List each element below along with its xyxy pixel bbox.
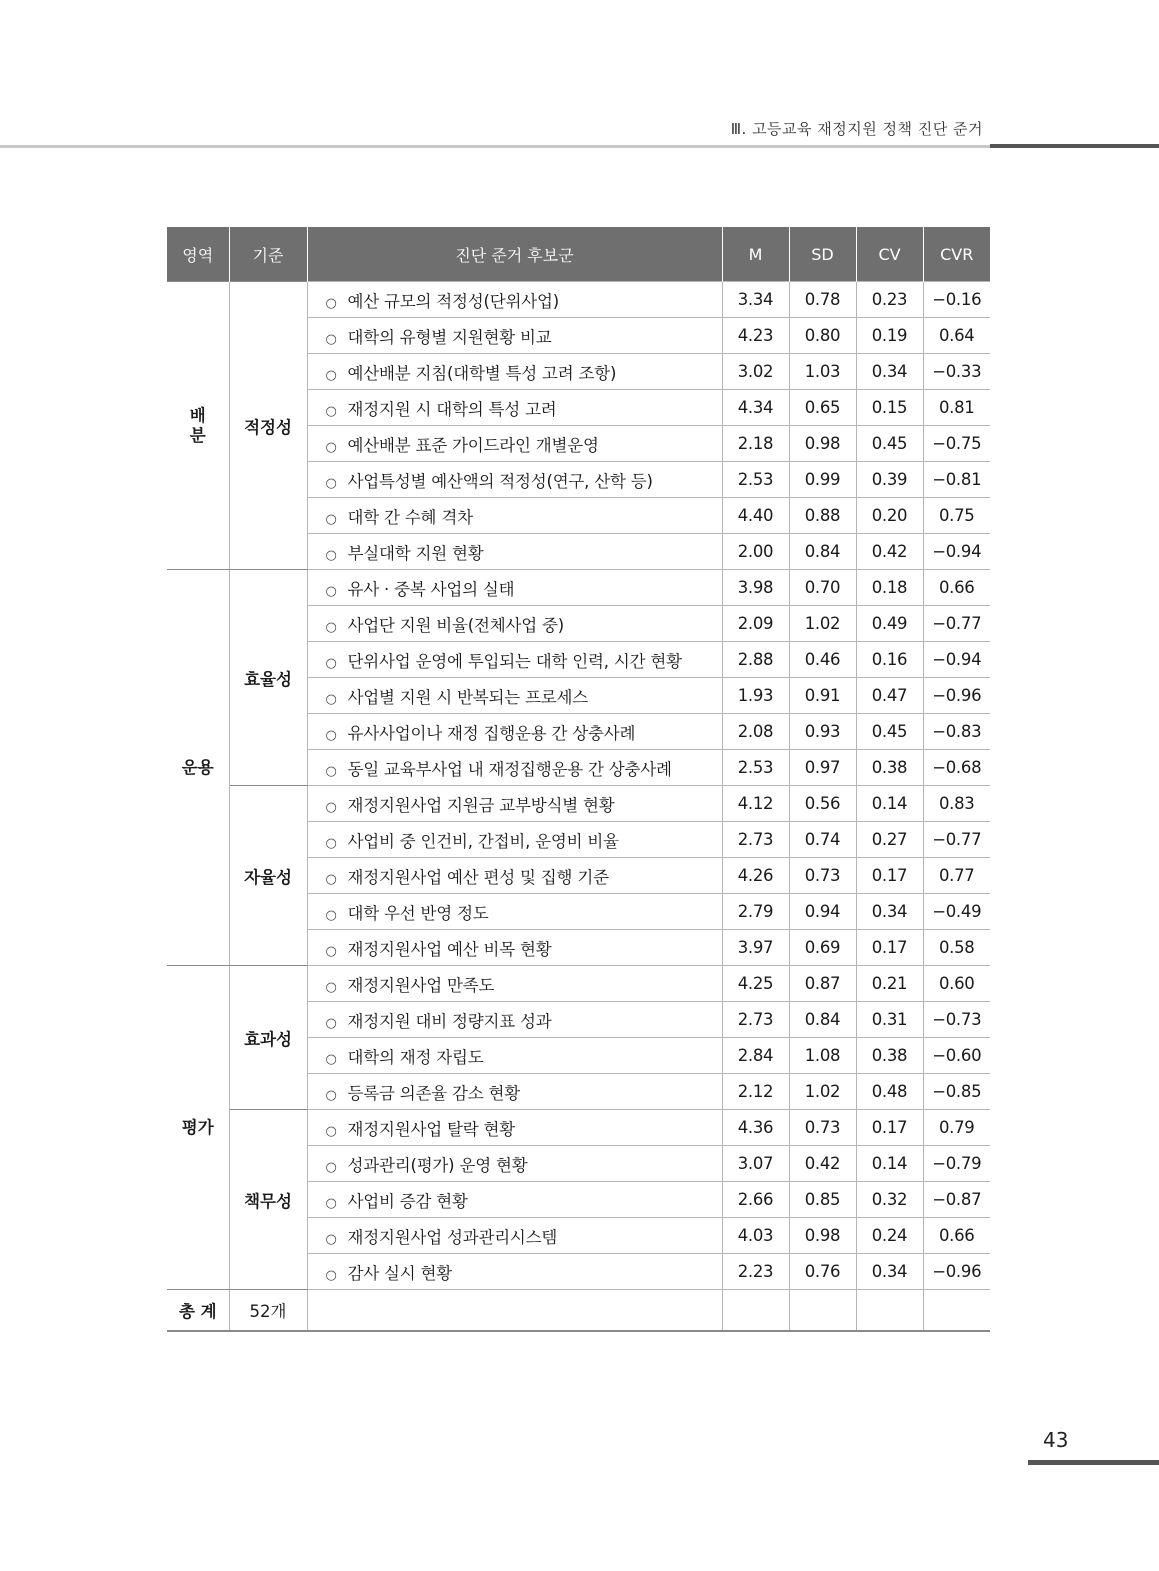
cvr-value-cell: 0.60: [923, 966, 990, 1002]
m-value-cell: 3.02: [722, 354, 789, 390]
sd-value-cell: 0.84: [789, 1002, 856, 1038]
table-row: [167, 786, 990, 822]
candidate-text: 사업단 지원 비율(전체사업 중): [347, 615, 564, 635]
cv-value-cell: 0.39: [856, 462, 923, 498]
candidate-text: 등록금 의존율 감소 현황: [347, 1083, 521, 1103]
candidate-text: 대학 간 수혜 격차: [347, 507, 473, 527]
domain-cell: [167, 570, 229, 966]
running-header: Ⅲ. 고등교육 재정지원 정책 진단 준거: [730, 120, 983, 138]
sd-value-cell: 0.70: [789, 570, 856, 606]
criterion-cell: 책무성: [229, 1110, 307, 1290]
m-value-cell: 3.07: [722, 1146, 789, 1182]
sd-value-cell: 0.94: [789, 894, 856, 930]
bullet-icon: ○: [325, 367, 337, 383]
sd-value-cell: 0.73: [789, 858, 856, 894]
sd-value-cell: 0.88: [789, 498, 856, 534]
candidate-text: 재정지원사업 만족도: [347, 975, 495, 995]
m-value-cell: 4.26: [722, 858, 789, 894]
bullet-icon: ○: [325, 403, 337, 419]
cvr-value-cell: −0.68: [923, 750, 990, 786]
cv-value-cell: 0.17: [856, 1110, 923, 1146]
candidate-cell: [307, 606, 722, 642]
bullet-icon: ○: [325, 1231, 337, 1247]
cv-value-cell: 0.45: [856, 714, 923, 750]
sd-value-cell: 0.87: [789, 966, 856, 1002]
col-candidate-header: 진단 준거 후보군: [307, 227, 722, 282]
candidate-cell: [307, 822, 722, 858]
table-row: [167, 570, 990, 606]
cvr-value-cell: 0.66: [923, 1218, 990, 1254]
candidate-text: 재정지원사업 예산 비목 현황: [347, 939, 552, 959]
page-number: 43: [1043, 1428, 1069, 1452]
cv-value-cell: 0.27: [856, 822, 923, 858]
candidate-cell: [307, 1002, 722, 1038]
bullet-icon: ○: [325, 331, 337, 347]
candidate-cell: [307, 1110, 722, 1146]
candidate-cell: [307, 1218, 722, 1254]
candidate-cell: [307, 534, 722, 570]
candidate-cell: [307, 1254, 722, 1290]
candidate-cell: [307, 426, 722, 462]
candidate-cell: [307, 462, 722, 498]
table-row: [167, 282, 990, 318]
candidate-cell: [307, 318, 722, 354]
page-number-rule: [1028, 1460, 1159, 1465]
candidate-cell: [307, 894, 722, 930]
total-empty-cell: [722, 1290, 789, 1332]
col-m-header: M: [722, 227, 789, 282]
bullet-icon: ○: [325, 475, 337, 491]
candidate-cell: [307, 1074, 722, 1110]
sd-value-cell: 0.73: [789, 1110, 856, 1146]
bullet-icon: ○: [325, 727, 337, 743]
candidate-cell: [307, 930, 722, 966]
domain-cell: [167, 966, 229, 1290]
cv-value-cell: 0.23: [856, 282, 923, 318]
candidate-text: 대학 우선 반영 정도: [347, 903, 489, 923]
cvr-value-cell: 0.66: [923, 570, 990, 606]
m-value-cell: 2.53: [722, 750, 789, 786]
candidate-text: 사업특성별 예산액의 적정성(연구, 산학 등): [347, 471, 653, 491]
bullet-icon: ○: [325, 295, 337, 311]
sd-value-cell: 0.78: [789, 282, 856, 318]
candidate-cell: [307, 858, 722, 894]
m-value-cell: 4.12: [722, 786, 789, 822]
cv-value-cell: 0.45: [856, 426, 923, 462]
m-value-cell: 2.53: [722, 462, 789, 498]
candidate-text: 재정지원사업 성과관리시스템: [347, 1227, 558, 1247]
candidate-text: 예산배분 지침(대학별 특성 고려 조항): [347, 363, 617, 383]
cv-value-cell: 0.19: [856, 318, 923, 354]
cvr-value-cell: 0.58: [923, 930, 990, 966]
bullet-icon: ○: [325, 1195, 337, 1211]
sd-value-cell: 1.02: [789, 1074, 856, 1110]
cv-value-cell: 0.48: [856, 1074, 923, 1110]
bullet-icon: ○: [325, 871, 337, 887]
cv-value-cell: 0.16: [856, 642, 923, 678]
sd-value-cell: 1.08: [789, 1038, 856, 1074]
candidate-cell: [307, 678, 722, 714]
total-empty-cell: [856, 1290, 923, 1332]
diagnostic-criteria-table: [167, 227, 990, 1332]
m-value-cell: 2.12: [722, 1074, 789, 1110]
sd-value-cell: 0.84: [789, 534, 856, 570]
col-cv-header: CV: [856, 227, 923, 282]
candidate-text: 성과관리(평가) 운영 현황: [347, 1155, 528, 1175]
table-row: [167, 966, 990, 1002]
m-value-cell: 4.40: [722, 498, 789, 534]
candidate-text: 동일 교육부사업 내 재정집행운용 간 상충사례: [347, 759, 672, 779]
cv-value-cell: 0.24: [856, 1218, 923, 1254]
sd-value-cell: 0.97: [789, 750, 856, 786]
bullet-icon: ○: [325, 619, 337, 635]
m-value-cell: 3.98: [722, 570, 789, 606]
sd-value-cell: 0.80: [789, 318, 856, 354]
candidate-cell: [307, 570, 722, 606]
table-body: [167, 282, 990, 1332]
cvr-value-cell: −0.77: [923, 606, 990, 642]
bullet-icon: ○: [325, 583, 337, 599]
cvr-value-cell: −0.87: [923, 1182, 990, 1218]
bullet-icon: ○: [325, 907, 337, 923]
candidate-text: 재정지원사업 탈락 현황: [347, 1119, 515, 1139]
cvr-value-cell: 0.75: [923, 498, 990, 534]
m-value-cell: 2.88: [722, 642, 789, 678]
cvr-value-cell: −0.94: [923, 534, 990, 570]
cv-value-cell: 0.42: [856, 534, 923, 570]
cvr-value-cell: −0.73: [923, 1002, 990, 1038]
m-value-cell: 1.93: [722, 678, 789, 714]
criterion-cell: 적정성: [229, 282, 307, 570]
sd-value-cell: 0.65: [789, 390, 856, 426]
sd-value-cell: 0.98: [789, 426, 856, 462]
candidate-text: 예산배분 표준 가이드라인 개별운영: [347, 435, 599, 455]
col-cvr-header: CVR: [923, 227, 990, 282]
candidate-cell: [307, 282, 722, 318]
m-value-cell: 3.97: [722, 930, 789, 966]
cv-value-cell: 0.17: [856, 858, 923, 894]
sd-value-cell: 0.98: [789, 1218, 856, 1254]
domain-cell: [167, 282, 229, 570]
bullet-icon: ○: [325, 691, 337, 707]
cv-value-cell: 0.34: [856, 1254, 923, 1290]
m-value-cell: 2.84: [722, 1038, 789, 1074]
total-count: 52개: [229, 1290, 307, 1332]
sd-value-cell: 0.85: [789, 1182, 856, 1218]
bullet-icon: ○: [325, 799, 337, 815]
domain-label: 운용: [181, 757, 214, 777]
candidate-text: 유사 · 중복 사업의 실태: [347, 579, 515, 599]
bullet-icon: ○: [325, 835, 337, 851]
cvr-value-cell: −0.96: [923, 1254, 990, 1290]
cv-value-cell: 0.18: [856, 570, 923, 606]
cv-value-cell: 0.49: [856, 606, 923, 642]
col-sd-header: SD: [789, 227, 856, 282]
cvr-value-cell: −0.81: [923, 462, 990, 498]
candidate-text: 사업비 중 인건비, 간접비, 운영비 비율: [347, 831, 619, 851]
candidate-cell: [307, 966, 722, 1002]
sd-value-cell: 0.56: [789, 786, 856, 822]
bullet-icon: ○: [325, 1159, 337, 1175]
bullet-icon: ○: [325, 1087, 337, 1103]
criterion-cell: 효과성: [229, 966, 307, 1110]
cvr-value-cell: −0.33: [923, 354, 990, 390]
cvr-value-cell: 0.64: [923, 318, 990, 354]
sd-value-cell: 0.46: [789, 642, 856, 678]
m-value-cell: 3.34: [722, 282, 789, 318]
bullet-icon: ○: [325, 655, 337, 671]
cv-value-cell: 0.21: [856, 966, 923, 1002]
total-empty-cell: [923, 1290, 990, 1332]
bullet-icon: ○: [325, 943, 337, 959]
m-value-cell: 2.66: [722, 1182, 789, 1218]
bullet-icon: ○: [325, 1051, 337, 1067]
bullet-icon: ○: [325, 1015, 337, 1031]
cvr-value-cell: −0.75: [923, 426, 990, 462]
bullet-icon: ○: [325, 763, 337, 779]
table-row: [167, 1110, 990, 1146]
cvr-value-cell: 0.83: [923, 786, 990, 822]
table-header-row: [167, 227, 990, 282]
candidate-text: 유사사업이나 재정 집행운용 간 상충사례: [347, 723, 636, 743]
bullet-icon: ○: [325, 439, 337, 455]
cvr-value-cell: −0.96: [923, 678, 990, 714]
candidate-cell: [307, 750, 722, 786]
sd-value-cell: 0.76: [789, 1254, 856, 1290]
cvr-value-cell: −0.79: [923, 1146, 990, 1182]
cv-value-cell: 0.15: [856, 390, 923, 426]
cvr-value-cell: −0.77: [923, 822, 990, 858]
candidate-cell: [307, 390, 722, 426]
m-value-cell: 2.79: [722, 894, 789, 930]
domain-label: 평가: [181, 1117, 214, 1137]
sd-value-cell: 0.93: [789, 714, 856, 750]
cvr-value-cell: −0.16: [923, 282, 990, 318]
sd-value-cell: 1.02: [789, 606, 856, 642]
bullet-icon: ○: [325, 1123, 337, 1139]
bullet-icon: ○: [325, 547, 337, 563]
total-empty-cell: [789, 1290, 856, 1332]
candidate-text: 부실대학 지원 현황: [347, 543, 484, 563]
m-value-cell: 4.34: [722, 390, 789, 426]
sd-value-cell: 0.42: [789, 1146, 856, 1182]
m-value-cell: 4.03: [722, 1218, 789, 1254]
candidate-text: 재정지원 시 대학의 특성 고려: [347, 399, 557, 419]
cvr-value-cell: −0.49: [923, 894, 990, 930]
sd-value-cell: 1.03: [789, 354, 856, 390]
m-value-cell: 2.73: [722, 1002, 789, 1038]
candidate-text: 사업비 증감 현황: [347, 1191, 468, 1211]
candidate-cell: [307, 714, 722, 750]
domain-label: 배 분: [189, 405, 206, 445]
cvr-value-cell: 0.77: [923, 858, 990, 894]
criterion-cell: 자율성: [229, 786, 307, 966]
cvr-value-cell: −0.85: [923, 1074, 990, 1110]
cv-value-cell: 0.17: [856, 930, 923, 966]
criterion-cell: 효율성: [229, 570, 307, 786]
candidate-text: 대학의 유형별 지원현황 비교: [347, 327, 552, 347]
candidate-cell: [307, 1038, 722, 1074]
candidate-text: 감사 실시 현황: [347, 1263, 453, 1283]
m-value-cell: 2.18: [722, 426, 789, 462]
header-rule: [0, 145, 990, 148]
sd-value-cell: 0.69: [789, 930, 856, 966]
cv-value-cell: 0.20: [856, 498, 923, 534]
col-criterion-header: 기준: [229, 227, 307, 282]
cvr-value-cell: 0.81: [923, 390, 990, 426]
candidate-text: 사업별 지원 시 반복되는 프로세스: [347, 687, 589, 707]
cv-value-cell: 0.32: [856, 1182, 923, 1218]
candidate-text: 재정지원 대비 정량지표 성과: [347, 1011, 552, 1031]
candidate-cell: [307, 786, 722, 822]
cv-value-cell: 0.34: [856, 354, 923, 390]
m-value-cell: 2.08: [722, 714, 789, 750]
col-domain-header: 영역: [167, 227, 229, 282]
cvr-value-cell: −0.60: [923, 1038, 990, 1074]
m-value-cell: 4.36: [722, 1110, 789, 1146]
cv-value-cell: 0.14: [856, 786, 923, 822]
bullet-icon: ○: [325, 979, 337, 995]
bullet-icon: ○: [325, 1267, 337, 1283]
cvr-value-cell: −0.94: [923, 642, 990, 678]
cv-value-cell: 0.38: [856, 750, 923, 786]
candidate-text: 재정지원사업 예산 편성 및 집행 기준: [347, 867, 609, 887]
candidate-cell: [307, 354, 722, 390]
sd-value-cell: 0.74: [789, 822, 856, 858]
sd-value-cell: 0.99: [789, 462, 856, 498]
cv-value-cell: 0.38: [856, 1038, 923, 1074]
candidate-cell: [307, 498, 722, 534]
m-value-cell: 4.23: [722, 318, 789, 354]
candidate-text: 재정지원사업 지원금 교부방식별 현황: [347, 795, 615, 815]
m-value-cell: 2.00: [722, 534, 789, 570]
m-value-cell: 2.09: [722, 606, 789, 642]
candidate-cell: [307, 642, 722, 678]
sd-value-cell: 0.91: [789, 678, 856, 714]
candidate-text: 단위사업 운영에 투입되는 대학 인력, 시간 현황: [347, 651, 682, 671]
candidate-cell: [307, 1146, 722, 1182]
m-value-cell: 2.23: [722, 1254, 789, 1290]
m-value-cell: 2.73: [722, 822, 789, 858]
cv-value-cell: 0.34: [856, 894, 923, 930]
cv-value-cell: 0.14: [856, 1146, 923, 1182]
cv-value-cell: 0.47: [856, 678, 923, 714]
total-label: 총 계: [167, 1290, 229, 1332]
bullet-icon: ○: [325, 511, 337, 527]
total-empty-cell: [307, 1290, 722, 1332]
total-row: [167, 1290, 990, 1332]
candidate-text: 예산 규모의 적정성(단위사업): [347, 291, 559, 311]
header-rule-accent: [990, 144, 1159, 148]
m-value-cell: 4.25: [722, 966, 789, 1002]
cv-value-cell: 0.31: [856, 1002, 923, 1038]
cvr-value-cell: −0.83: [923, 714, 990, 750]
candidate-cell: [307, 1182, 722, 1218]
cvr-value-cell: 0.79: [923, 1110, 990, 1146]
candidate-text: 대학의 재정 자립도: [347, 1047, 484, 1067]
